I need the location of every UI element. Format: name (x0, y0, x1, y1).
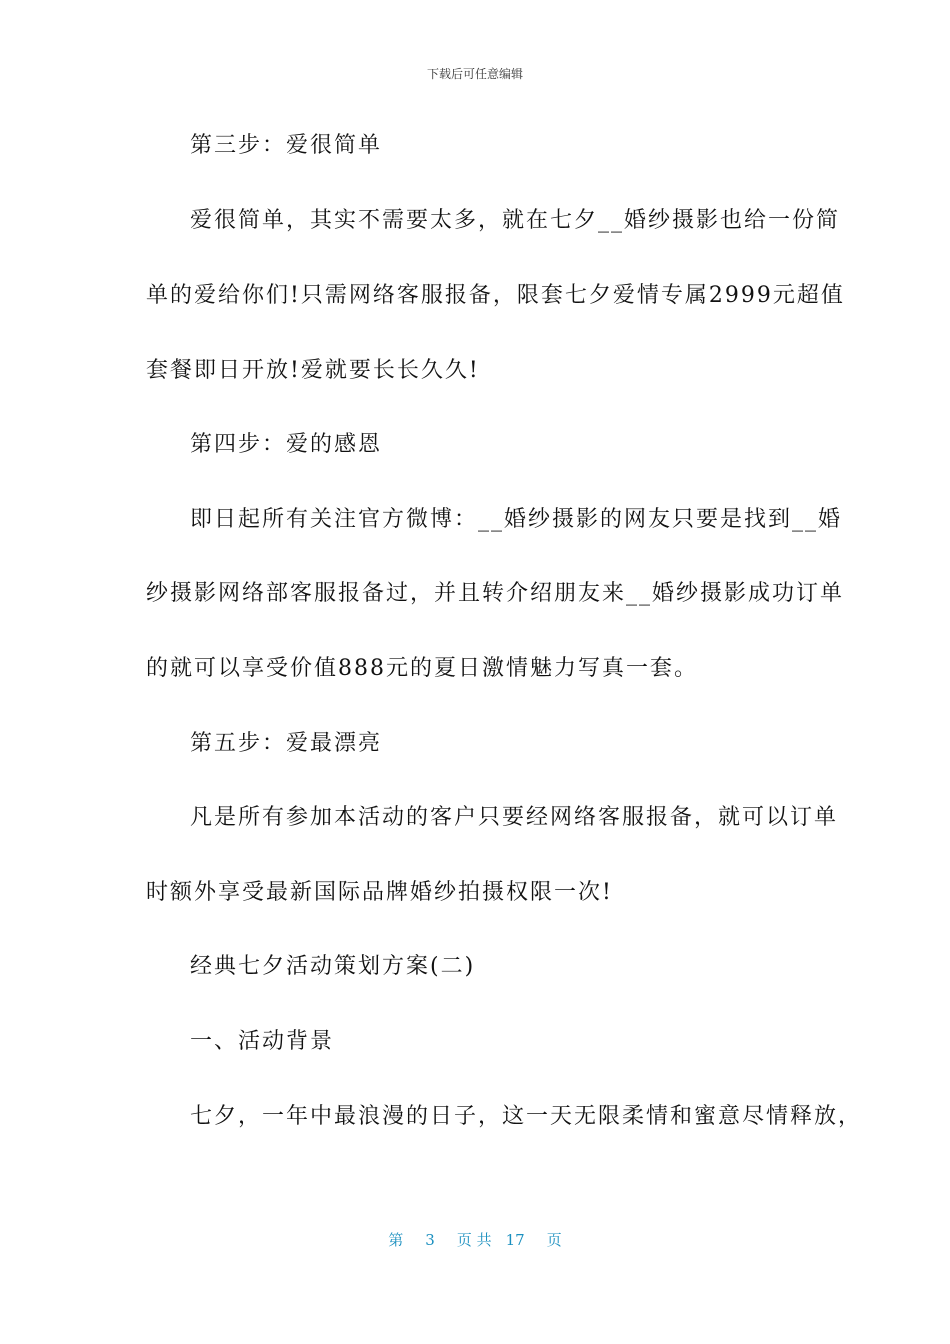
section-title: 经典七夕活动策划方案(二) (190, 954, 476, 979)
footer-prefix: 第 (388, 1231, 404, 1249)
footer-middle: 页 共 (456, 1231, 492, 1249)
step-four-heading: 第四步：爱的感恩 (190, 432, 383, 457)
step-three-heading: 第三步：爱很简单 (190, 133, 383, 158)
paragraph-line: 时额外享受最新国际品牌婚纱拍摄权限一次! (146, 880, 613, 905)
paragraph-line: 套餐即日开放!爱就要长长久久! (146, 358, 480, 383)
footer-total-pages: 17 (505, 1231, 525, 1249)
footer-current-page: 3 (425, 1231, 435, 1249)
page-footer (0, 1230, 950, 1250)
paragraph-line: 即日起所有关注官方微博：__婚纱摄影的网友只要是找到__婚 (190, 507, 843, 532)
paragraph-line: 爱很简单，其实不需要太多，就在七夕__婚纱摄影也给一份简 (190, 208, 841, 233)
section-heading: 一、活动背景 (190, 1029, 335, 1054)
footer-suffix: 页 (546, 1231, 562, 1249)
step-five-heading: 第五步：爱最漂亮 (190, 731, 383, 756)
page-header-note: 下载后可任意编辑 (426, 67, 523, 81)
paragraph-line: 七夕，一年中最浪漫的日子，这一天无限柔情和蜜意尽情释放， (190, 1104, 863, 1129)
paragraph-line: 的就可以享受价值888元的夏日激情魅力写真一套。 (146, 656, 698, 681)
paragraph-line: 单的爱给你们!只需网络客服报备，限套七夕爱情专属2999元超值 (146, 283, 845, 308)
paragraph-line: 纱摄影网络部客服报备过，并且转介绍朋友来__婚纱摄影成功订单 (146, 581, 845, 606)
paragraph-line: 凡是所有参加本活动的客户只要经网络客服报备，就可以订单 (190, 805, 839, 830)
